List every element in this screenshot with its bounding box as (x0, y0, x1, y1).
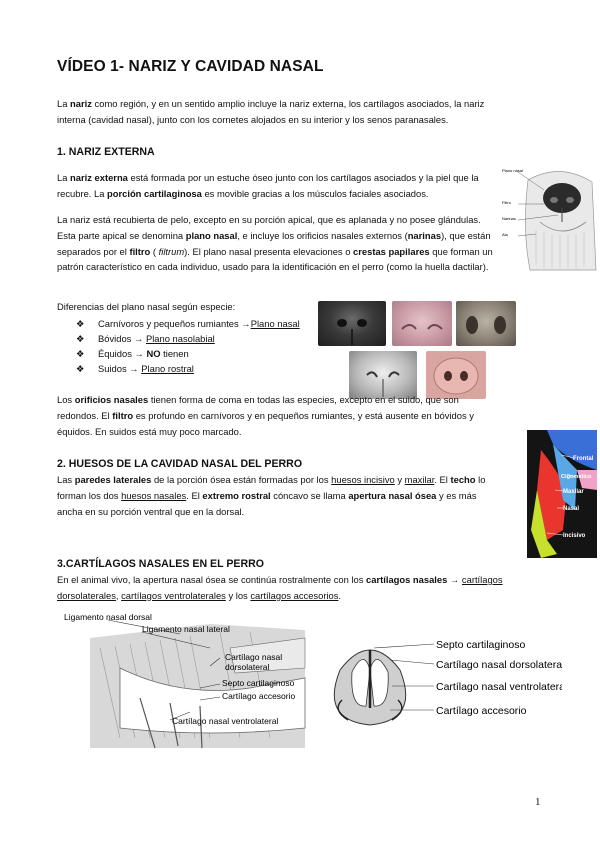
bone-label-nasal: Nasal (563, 506, 580, 512)
species-list-intro: Diferencias del plano nasal según especie: (57, 301, 236, 312)
cartilagos-paragraph: En el animal vivo, la apertura nasal ósea se continúa rostralmente con los cartílagos nasales → cartílagos dorsolaterales, cartílagos ventrolaterales y los cartílagos accesorios. (57, 574, 503, 601)
skull-bones-figure (527, 430, 597, 558)
photo-nose-equine (456, 301, 516, 346)
label-septo: Septo cartilaginoso (222, 678, 295, 688)
bone-label-frontal: Frontal (573, 456, 594, 462)
nose-illustration (500, 160, 600, 275)
list-item: ❖ Suidos → Plano rostral (76, 363, 194, 374)
bone-label-incisivo: Incisivo (563, 533, 586, 539)
orificios-paragraph: Los orificios nasales tienen forma de coma en todas las especies, excepto en el suido, que son redondos. El filtro es profundo en carnívoros y en pequeños rumiantes, y está ausente en bóvidos y équidos. En suidos está muy poco marcado. (57, 394, 474, 437)
bone-label-maxilar: Maxilar (563, 489, 584, 495)
nose-label-plano: Plano nasal (502, 168, 523, 173)
nose-label-filtro: Filtro (502, 200, 511, 205)
diamond-bullet-icon: ❖ (76, 333, 85, 344)
label-front-dorsolateral: Cartílago nasal dorsolateral (436, 659, 562, 671)
huesos-paragraph: Las paredes laterales de la porción ósea están formadas por los huesos incisivo y maxilar. El techo lo forman los dos huesos nasales. El extremo rostral cóncavo se llama apertura nasal ósea y es más ancha en su porción ventral que en la dorsal. (57, 474, 486, 517)
diamond-bullet-icon: ❖ (76, 318, 85, 329)
page-title: VÍDEO 1- NARIZ Y CAVIDAD NASAL (57, 58, 324, 75)
diamond-bullet-icon: ❖ (76, 348, 85, 359)
frontal-cartilage-figure (330, 630, 562, 730)
nose-label-narinas: Narinas (502, 216, 516, 221)
label-front-septo: Septo cartilaginoso (436, 639, 526, 651)
page-number: 1 (535, 796, 541, 808)
list-item: ❖ Carnívoros y pequeños rumiantes →Plano nasal (76, 318, 300, 329)
lateral-cartilage-figure (60, 608, 310, 758)
plano-nasal-paragraph: La nariz está recubierta de pelo, excepto en su porción apical, que es aplanada y no posee glándulas. Esta parte apical se denomina plano nasal, e incluye los orificios nasales externos (narinas), que están separados por el filtro ( filtrum). El plano nasal presenta elevaciones o crestas papilares que forman un patrón característico en cada individuo, usado para la identificación en el perro (como la huella dactilar). (57, 214, 493, 273)
section-heading-nariz-externa: 1. NARIZ EXTERNA (57, 146, 155, 158)
photo-nose-carnivore (318, 301, 386, 346)
diamond-bullet-icon: ❖ (76, 363, 85, 374)
label-ventrolateral: Cartílago nasal ventrolateral (172, 716, 279, 726)
label-front-ventrolateral: Cartílago nasal ventrolateral (436, 681, 562, 693)
label-ligamento-dorsal: Ligamento nasal dorsal (64, 612, 152, 622)
bone-label-cigomatico: Cigomático (561, 474, 592, 480)
nose-label-ala: Ala (502, 232, 508, 237)
list-item: ❖ Équidos → NO tienen (76, 348, 189, 359)
intro-paragraph: La nariz como región, y en un sentido amplio incluye la nariz externa, los cartílagos asociados, la nariz interna (cavidad nasal), junto con los cornetes alojados en su interior y los senos paranasales. (57, 98, 485, 125)
nariz-externa-paragraph: La nariz externa está formada por un estuche óseo junto con los cartílagos asociados y la piel que la recubre. La porción cartilaginosa es movible gracias a los músculos faciales asociados. (57, 172, 479, 199)
label-ligamento-lateral: Ligamento nasal lateral (142, 624, 230, 634)
photo-nose-bovine (392, 301, 452, 346)
label-front-accesorio: Cartílago accesorio (436, 705, 527, 717)
section-heading-huesos: 2. HUESOS DE LA CAVIDAD NASAL DEL PERRO (57, 458, 303, 470)
section-heading-cartilagos: 3.CARTÍLAGOS NASALES EN EL PERRO (57, 558, 264, 570)
label-cartilago-nasal: Cartílago nasal (225, 652, 283, 662)
label-dorsolateral: dorsolateral (225, 662, 270, 672)
label-accesorio: Cartílago accesorio (222, 691, 296, 701)
list-item: ❖ Bóvidos → Plano nasolabial (76, 333, 215, 344)
